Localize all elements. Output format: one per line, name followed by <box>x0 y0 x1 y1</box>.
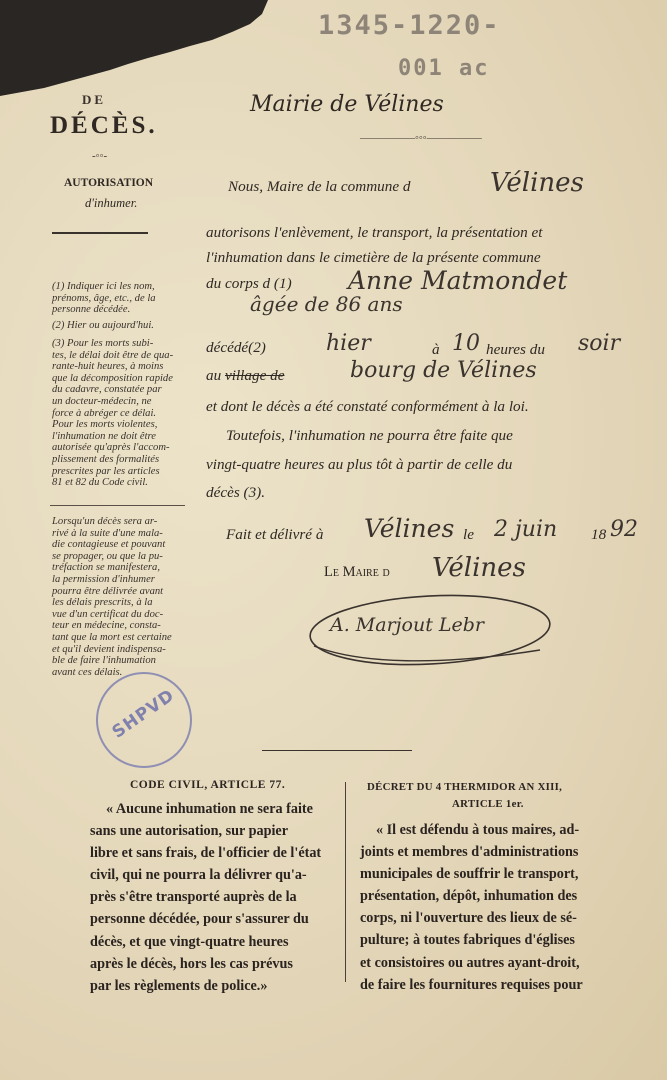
le-label: le <box>463 526 474 543</box>
section-divider <box>262 750 412 751</box>
code-civil-text: « Aucune inhumation ne sera faite sans une autorisation, sur papier libre et sans frais, de l'officier de l'état civil, qui ne pourra la délivrer qu'a- près s'être transporté auprès de la personne décédée, pour s'assurer du décès, et que vingt-quatre heures après le décès, hors les cas prévus par les règlements de police.» <box>90 801 322 994</box>
archive-stamp <box>96 672 192 768</box>
hand-period: soir <box>578 331 621 356</box>
decret-title1: DÉCRET DU 4 THERMIDOR AN XIII, <box>367 781 563 793</box>
code-civil-title: CODE CIVIL, ARTICLE 77. <box>130 779 286 791</box>
note-3: (3) Pour les morts subi- tes, le délai doit être de qua- rante-huit heures, à moins que la décomposition rapide du cadavre, constatée par un docteur-médecin, ne force à abréger ce délai. Pour les morts violentes, l'inhumation ne doit être autorisée qu'après l'accom- plissement des formalités prescrites par les articles 81 et 82 du Code civil. <box>52 338 174 489</box>
mairie-heading: Mairie de Vélines <box>250 92 444 117</box>
note-2: (2) Hier ou aujourd'hui. <box>52 320 154 331</box>
heures-prefix: à <box>432 341 440 358</box>
hand-age: âgée de 86 ans <box>250 292 403 316</box>
hand-name: Anne Matmondet <box>348 266 568 295</box>
line-inhumation: l'inhumation dans le cimetière de la présente commune <box>206 249 541 266</box>
line-autorisons: autorisons l'enlèvement, le transport, la présentation et <box>206 224 543 241</box>
stamp-text: SHPVD <box>108 685 179 743</box>
hand-commune: Vélines <box>490 168 584 198</box>
mairie-ornament: ―――――◦◦◦――――― <box>360 132 482 144</box>
line-toutefois: Toutefois, l'inhumation ne pourra être faite que <box>226 427 513 444</box>
hand-maire-commune: Vélines <box>432 553 526 583</box>
ornament-left: -◦◦- <box>92 150 108 162</box>
decret-text: « Il est défendu à tous maires, ad- joints et membres d'administrations municipales de souffrir le transport, présentation, dépôt, inhumation des corps, ni l'ouverture des lieux de sé- pulture; à toutes fabriques d'églises et consistoires ou autres ayant-droit, de faire les fournitures requises pour <box>360 822 583 993</box>
signature: A. Marjout Lebr <box>330 614 485 636</box>
hand-day: hier <box>326 331 371 356</box>
hand-year: 92 <box>610 517 638 542</box>
notes-divider <box>50 505 185 506</box>
archive-ref-line1: 1345-1220- <box>318 10 501 41</box>
line-decede: décédé(2) <box>206 339 266 356</box>
heures-label: heures du <box>486 341 545 358</box>
left-title: DÉCÈS. <box>50 112 158 139</box>
left-subtitle1: AUTORISATION <box>64 177 154 189</box>
intro-line: Nous, Maire de la commune d <box>228 178 411 195</box>
fait-label: Fait et délivré à <box>226 526 324 543</box>
left-divider <box>52 232 148 234</box>
hand-fait-place: Vélines <box>364 514 455 543</box>
hand-date: 2 juin <box>494 517 558 542</box>
line-corps: du corps d (1) <box>206 275 292 292</box>
left-subtitle2: d'inhumer. <box>85 196 138 210</box>
line-deces: décès (3). <box>206 484 266 501</box>
line-constate: et dont le décès a été constaté conformément à la loi. <box>206 398 529 415</box>
note-contagious: Lorsqu'un décès sera ar- rivé à la suite d'une mala- die contagieuse et pouvant se propager, ou que la pu- tréfaction se manifestera, la permission d'inhumer pourra être délivrée avant les délais prescrits, à la vue d'un certificat du doc- teur en médecine, consta- tant que la mort est certaine et qu'il devient indispensa- ble de faire l'inhumation avant ces délais. <box>52 516 172 678</box>
hand-place: bourg de Vélines <box>350 358 537 383</box>
hand-hour: 10 <box>452 331 480 356</box>
year-prefix: 18 <box>591 526 607 543</box>
line-vingt: vingt-quatre heures au plus tôt à partir de celle du <box>206 456 513 473</box>
decret-title2: ARTICLE 1er. <box>452 798 524 810</box>
note-1: (1) Indiquer ici les nom, prénoms, âge, etc., de la personne décédée. <box>52 281 156 316</box>
line-au: au village de <box>206 367 285 384</box>
maire-label: Le Maire d <box>324 564 390 580</box>
village-struck: village de <box>224 367 285 384</box>
archive-ref-line2: 001 ac <box>398 56 490 81</box>
column-divider <box>345 782 346 982</box>
header-fragment: DE <box>82 92 107 107</box>
